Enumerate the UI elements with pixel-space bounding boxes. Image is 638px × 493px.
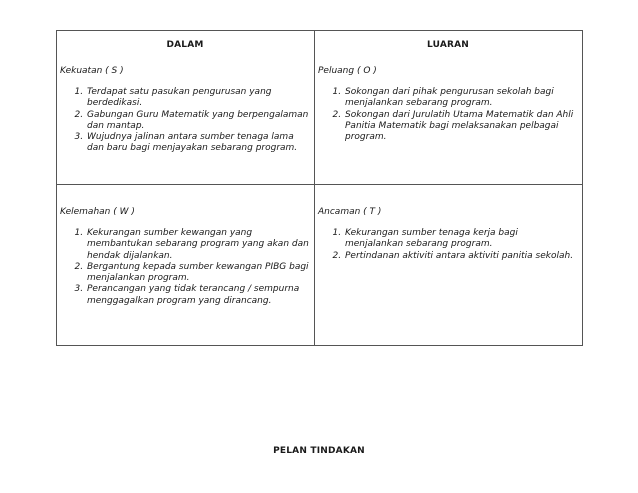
list-item: 2. Pertindanan aktiviti antara aktiviti panitia sekolah. [344,251,578,262]
section-title: PELAN TINDAKAN [273,446,365,456]
dalam-header: DALAM [166,40,204,50]
weaknesses-label: Kelemahan ( W ) [60,207,135,217]
list-item: 1. Kekurangan sumber tenaga kerja bagi menjalankan sebarang program. [344,228,578,251]
strengths-cell [60,40,310,155]
list-item: 1. Sokongan dari pihak pengurusan sekolah bagi menjalankan sebarang program. [344,87,578,110]
list-item: 1. Terdapat satu pasukan pengurusan yang berdedikasi. [86,87,310,110]
swot-table [56,30,583,346]
list-item: 2. Gabungan Guru Matematik yang berpengalaman dan mantap. [86,110,310,133]
column-divider [314,31,315,345]
strengths-label: Kekuatan ( S ) [60,66,124,76]
weaknesses-cell [60,207,310,307]
list-item: 3. Perancangan yang tidak terancang / sempurna menggagalkan program yang dirancang. [86,284,310,307]
list-item: 2. Sokongan dari Jurulatih Utama Matematik dan Ahli Panitia Matematik bagi melaksanakan pelbagai program. [344,110,578,144]
opportunities-cell [318,40,578,143]
luaran-header: LUARAN [426,40,470,50]
threats-label: Ancaman ( T ) [318,207,382,217]
list-item: 1. Kekurangan sumber kewangan yang membantukan sebarang program yang akan dan hendak dijalankan. [86,228,310,262]
threats-list [318,228,578,262]
list-item: 3. Wujudnya jalinan antara sumber tenaga lama dan baru bagi menjayakan sebarang program. [86,132,310,155]
row-divider [57,184,582,185]
opportunities-label: Peluang ( O ) [318,66,377,76]
weaknesses-list [60,228,310,307]
threats-cell [318,207,578,262]
opportunities-list [318,87,578,143]
strengths-list [60,87,310,155]
list-item: 2. Bergantung kepada sumber kewangan PIBG bagi menjalankan program. [86,262,310,285]
